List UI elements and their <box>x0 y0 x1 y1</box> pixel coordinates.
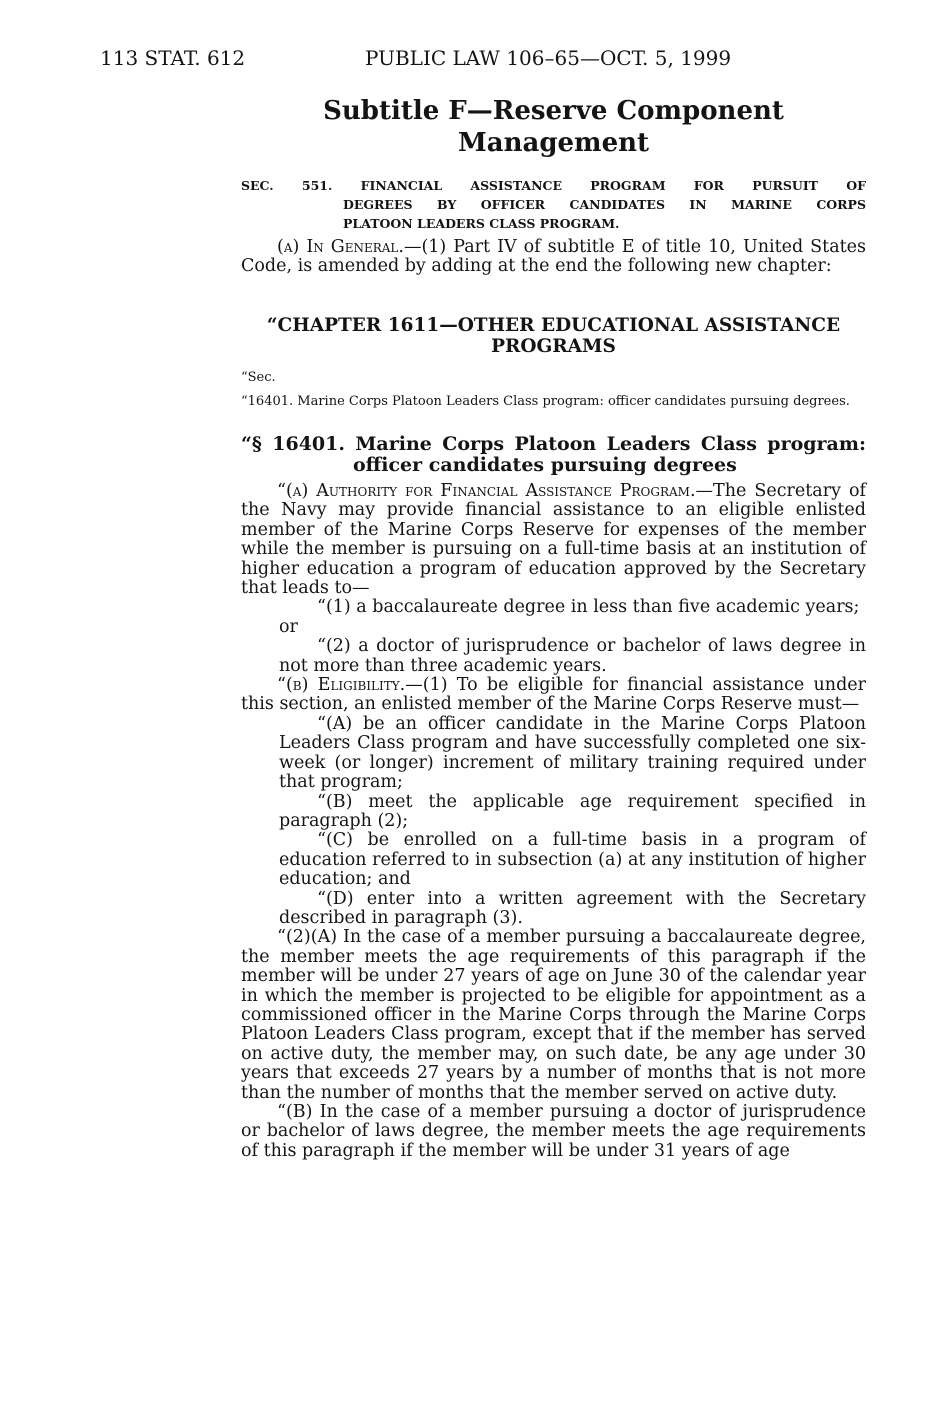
clause-b-A: “(A) be an officer candidate in the Marine Corps Platoon Leaders Class program and have successfully completed one six-week (or longer) increment of military training required under that program; <box>279 713 866 793</box>
chapter-heading <box>241 315 866 357</box>
clause-b-C: “(C) be enrolled on a full-time basis in a program of education referred to in subsection (a) at any institution of higher education; and <box>279 830 866 890</box>
paragraph-a2: “(2) a doctor of jurisprudence or bachelor of laws degree in not more than three academic years. <box>279 636 866 676</box>
statute-page-number: 113 STAT. 612 <box>100 46 246 70</box>
general-paragraph-block <box>241 238 866 277</box>
toc-sec-label: “Sec. <box>241 370 276 385</box>
subsection-b-text: —(1) To be eligible for financial assistance under this section, an enlisted member of the Marine Corps Reserve must— <box>241 675 866 715</box>
subsection-b <box>241 676 866 715</box>
chapter-heading-line-1: “CHAPTER 1611—OTHER EDUCATIONAL ASSISTANCE <box>266 315 841 336</box>
general-paragraph <box>241 238 866 277</box>
section-body <box>241 482 866 1161</box>
subtitle-heading <box>241 95 866 159</box>
section-heading-line-3: PLATOON LEADERS CLASS PROGRAM. <box>343 216 620 231</box>
running-header <box>100 46 846 70</box>
section-heading-line-2: DEGREES BY OFFICER CANDIDATES IN MARINE CORPS <box>343 197 866 212</box>
chapter-heading-line-2: PROGRAMS <box>491 336 616 357</box>
chapter-table-of-contents <box>241 370 866 409</box>
section-title-line-1: “§ 16401. Marine Corps Platoon Leaders Class program: <box>241 433 866 455</box>
section-551-heading <box>241 176 866 233</box>
paragraph-a1: “(1) a baccalaureate degree in less than five academic years; <box>317 597 860 618</box>
subsection-b-label: “(b) Eligibility. <box>277 675 406 696</box>
paragraph-2B: “(B) In the case of a member pursuing a doctor of jurisprudence or bachelor of laws degree, the member meets the age requirements of this paragraph if the member will be under 31 years of age <box>241 1102 866 1161</box>
or-connector: or <box>279 616 298 637</box>
toc-entry: “16401. Marine Corps Platoon Leaders Class program: officer candidates pursuing degrees. <box>241 394 850 409</box>
general-text: —(1) Part IV of subtitle E of title 10, United States Code, is amended by adding at the end the following new chapter: <box>241 237 866 277</box>
clause-b-B: “(B) meet the applicable age requirement specified in paragraph (2); <box>279 791 866 831</box>
subsection-a-label: “(a) Authority for Financial Assistance Program. <box>277 481 696 501</box>
section-heading-line-1: SEC. 551. FINANCIAL ASSISTANCE PROGRAM FOR PURSUIT OF <box>241 178 866 193</box>
public-law-citation: PUBLIC LAW 106–65—OCT. 5, 1999 <box>365 46 732 70</box>
general-label: (a) In General. <box>277 237 404 257</box>
subsection-a-text: —The Secretary of the Navy may provide financial assistance to an eligible enlisted member of the Marine Corps Reserve for expenses of the member while the member is pursuing on a full-time basis at an institution of higher education a program of education approved by the Secretary that leads to— <box>241 481 866 599</box>
subtitle-line-1: Subtitle F—Reserve Component <box>323 96 784 126</box>
paragraph-2A: “(2)(A) In the case of a member pursuing a baccalaureate degree, the member meets the age requirements of this paragraph if the member will be under 27 years of age on June 30 of the calendar year in which the member is projected to be eligible for appointment as a commissioned officer in the Marine Corps through the Marine Corps Platoon Leaders Class program, except that if the member has served on active duty, the member may, on such date, be any age under 30 years that exceeds 27 years by a number of months that is not more than the number of months that the member served on active duty. <box>241 927 866 1103</box>
clause-b-D: “(D) enter into a written agreement with the Secretary described in paragraph (3). <box>279 888 866 928</box>
subtitle-line-2: Management <box>457 128 650 158</box>
subsection-a <box>241 482 866 598</box>
section-title-line-2: officer candidates pursuing degrees <box>353 454 737 476</box>
section-16401-title <box>241 434 866 476</box>
